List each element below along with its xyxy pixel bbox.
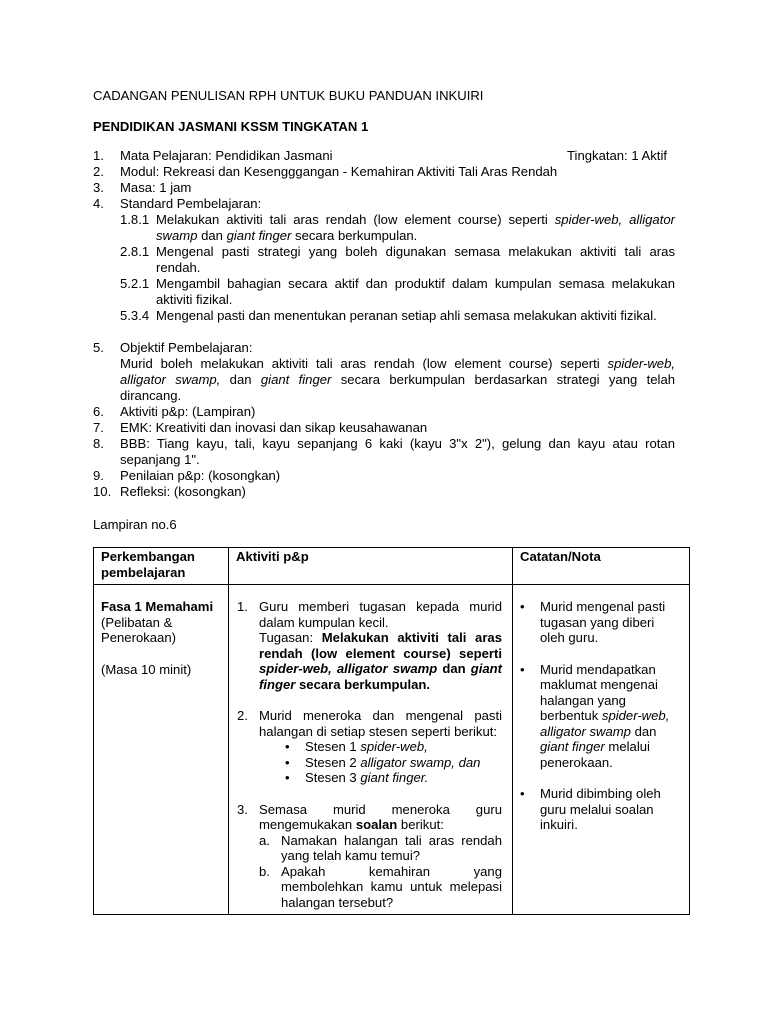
notes-cell <box>513 585 690 915</box>
list-item: 2. Modul: Rekreasi dan Kesengggangan - Kemahiran Aktiviti Tali Aras Rendah <box>93 164 675 180</box>
activity-item: 1. Guru memberi tugasan kepada murid dalam kumpulan kecil. Tugasan: Melakukan aktiviti tali aras rendah (low element course) seperti spider-web, alligator swamp dan giant finger secara berkumpulan. <box>237 599 502 692</box>
station-item: • Stesen 2 alligator swamp, dan <box>285 754 481 770</box>
station-item: • Stesen 3 giant finger. <box>285 770 429 785</box>
phase-cell <box>94 585 229 915</box>
list-item: 3. Masa: 1 jam <box>93 180 675 196</box>
standard-item: 2.8.1 Mengenal pasti strategi yang boleh digunakan semasa melakukan aktiviti tali aras rendah. <box>120 244 675 275</box>
objective-heading: Objektif Pembelajaran: <box>120 340 253 355</box>
module-field: Modul: Rekreasi dan Kesengggangan - Kemahiran Aktiviti Tali Aras Rendah <box>120 164 558 179</box>
document-title: CADANGAN PENULISAN RPH UNTUK BUKU PANDUAN INKUIRI <box>93 88 484 103</box>
list-item: 10. Refleksi: (kosongkan) <box>93 484 246 499</box>
phase-time: (Masa 10 minit) <box>101 661 192 677</box>
note-item: • Murid mendapatkan maklumat mengenai halangan yang berbentuk spider-web, alligator swamp dan giant finger melalui penerokaan. <box>520 661 670 770</box>
note-item: • Murid dibimbing oleh guru melalui soalan inkuiri. <box>520 786 661 832</box>
station-item: • Stesen 1 spider-web, <box>285 739 428 754</box>
note-item: • Murid mengenal pasti tugasan yang diberi oleh guru. <box>520 599 666 645</box>
activity-item: 2. Murid meneroka dan mengenal pasti halangan di setiap stesen seperti berikut: <box>237 708 502 739</box>
question-item: b. Apakah kemahiran yang membolehkan kamu untuk melepasi halangan tersebut? <box>259 863 502 910</box>
appendix-label: Lampiran no.6 <box>93 517 177 532</box>
subject-title: PENDIDIKAN JASMANI KSSM TINGKATAN 1 <box>93 119 369 134</box>
list-item: 7. EMK: Kreativiti dan inovasi dan sikap keusahawanan <box>93 420 428 435</box>
standards-heading: Standard Pembelajaran: <box>120 196 262 211</box>
standard-item: 5.3.4 Mengenal pasti dan menentukan peranan setiap ahli semasa melakukan aktiviti fizikal. <box>120 308 657 323</box>
activity-item: 3. Semasa murid meneroka guru mengemukakan soalan berikut: <box>237 801 502 832</box>
table-row <box>94 585 690 915</box>
rph-list <box>93 148 675 500</box>
list-item: 4. Standard Pembelajaran: <box>93 196 675 212</box>
header-activity: Aktiviti p&p <box>229 548 513 585</box>
question-item: a. Namakan halangan tali aras rendah yang telah kamu temui? <box>259 832 502 863</box>
level-field: Tingkatan: 1 Aktif <box>567 148 667 163</box>
objective-text: Murid boleh melakukan aktiviti tali aras rendah (low element course) seperti spider-web, alligator swamp, dan giant finger secara berkumpulan berdasarkan strategi yang telah dirancang. <box>120 356 676 403</box>
standard-item: 5.2.1 Mengambil bahagian secara aktif dan produktif dalam kumpulan semasa melakukan aktiviti fizikal. <box>120 276 675 307</box>
list-item: 6. Aktiviti p&p: (Lampiran) <box>93 404 256 419</box>
time-field: Masa: 1 jam <box>120 180 192 195</box>
activity-cell <box>229 585 513 915</box>
list-item: 5. Objektif Pembelajaran: Murid boleh melakukan aktiviti tali aras rendah (low element course) seperti spider-web, alligator swamp, dan giant finger secara berkumpulan berdasarkan strategi yang telah dirancang. <box>93 340 676 403</box>
header-notes: Catatan/Nota <box>513 548 690 585</box>
phase-subtitle: (Pelibatan & Penerokaan) <box>101 614 176 645</box>
list-item: 9. Penilaian p&p: (kosongkan) <box>93 468 281 483</box>
phase-name: Fasa 1 Memahami <box>101 599 214 614</box>
header-development: Perkembangan pembelajaran <box>94 548 229 585</box>
list-item: 1. Mata Pelajaran: Pendidikan Jasmani Tingkatan: 1 Aktif <box>93 148 675 164</box>
subject-field: Mata Pelajaran: Pendidikan Jasmani <box>120 148 333 163</box>
standard-item: 1.8.1 Melakukan aktiviti tali aras rendah (low element course) seperti spider-web, alligator swamp dan giant finger secara berkumpulan. <box>120 212 675 243</box>
table-header-row <box>94 548 690 585</box>
activity-table <box>93 547 690 915</box>
list-item: 8. BBB: Tiang kayu, tali, kayu sepanjang 6 kaki (kayu 3"x 2"), gelung dan kayu atau rotan sepanjang 1". <box>93 436 675 467</box>
